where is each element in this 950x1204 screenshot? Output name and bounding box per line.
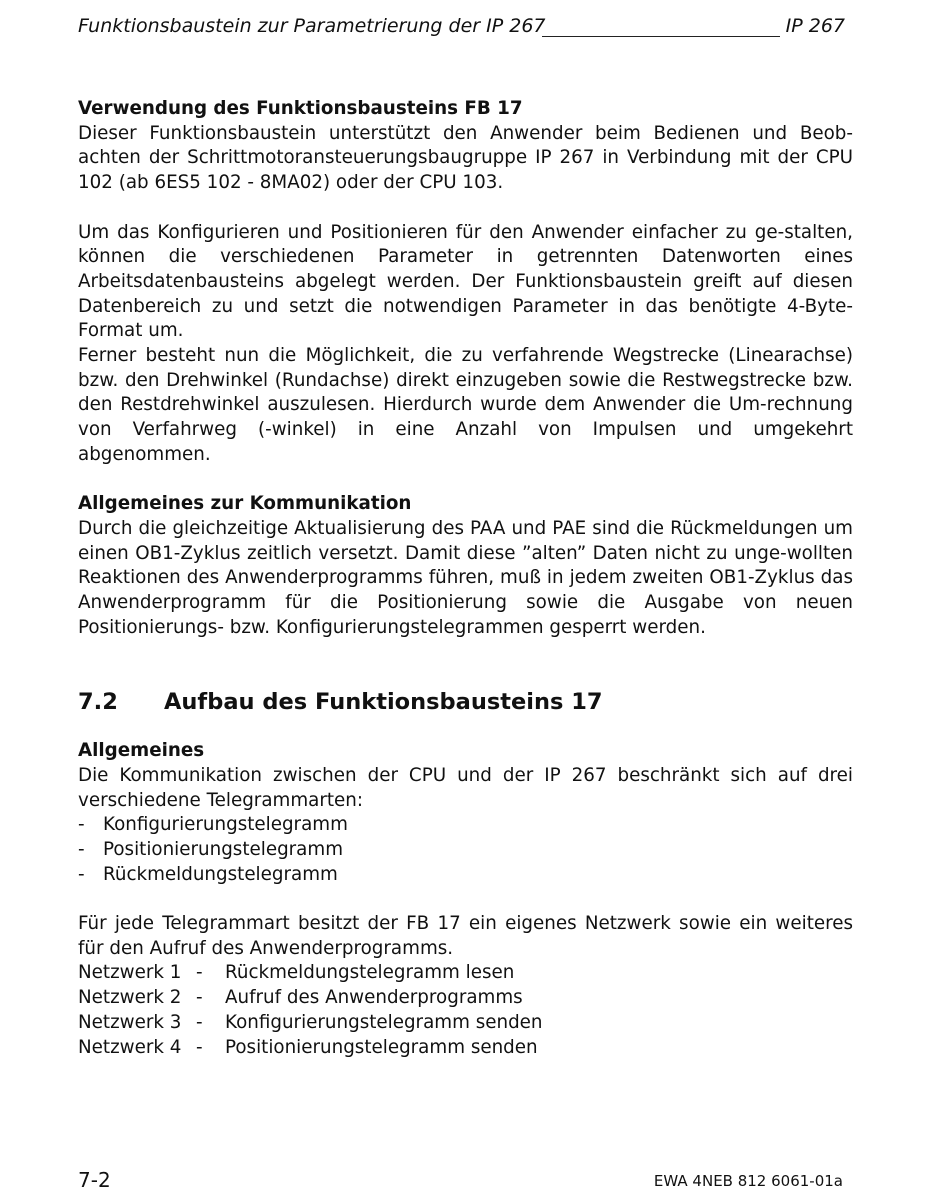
- page-body: [78, 97, 853, 1060]
- network-list: [78, 961, 853, 1060]
- general-heading: Allgemeines: [78, 740, 205, 762]
- section-number: 7.2: [78, 689, 118, 716]
- network-row: Netzwerk 3 - Konfigurierungstelegramm senden: [78, 1011, 543, 1033]
- list-item: - Positionierungstelegramm: [78, 838, 344, 860]
- usage-paragraph-3: Ferner besteht nun die Möglichkeit, die zu verfahrende Wegstrecke (Linearachse) bzw. den Drehwinkel (Rundachse) direkt einzugeben sowie die Restwegstrecke bzw. den Restdrehwinkel auszulesen. Hierdurch wurde dem Anwender die Um-rechnung von Verfahrweg (-winkel) in eine Anzahl von Impulsen und umgekehrt abgenommen.: [78, 345, 853, 465]
- general-paragraph-1: Die Kommunikation zwischen der CPU und der IP 267 beschränkt sich auf drei verschiedene Telegrammarten:: [78, 764, 853, 811]
- header-module: IP 267: [785, 15, 845, 37]
- network-row: Netzwerk 1 - Rückmeldungstelegramm lesen: [78, 962, 515, 984]
- network-row: Netzwerk 2 - Aufruf des Anwenderprogramms: [78, 987, 523, 1009]
- telegram-list: [78, 813, 853, 887]
- header-title: Funktionsbaustein zur Parametrierung der IP 267: [78, 15, 546, 37]
- usage-paragraph-2: Um das Konfigurieren und Positionieren für den Anwender einfacher zu ge-stalten, können die verschiedenen Parameter in getrennten Datenworten eines Arbeitsdatenbausteins abgelegt werden. Der Funktionsbaustein greift auf diesen Datenbereich zu und setzt die notwendigen Parameter in das benötigte 4-Byte-Format um.: [78, 221, 853, 342]
- section-title: Aufbau des Funktionsbausteins 17: [164, 689, 603, 716]
- usage-paragraph-1: Dieser Funktionsbaustein unterstützt den Anwender beim Bedienen und Beob-achten der Schrittmotoransteuerungsbaugruppe IP 267 in Verbindung mit der CPU 102 (ab 6ES5 102 - 8MA02) oder der CPU 103.: [78, 122, 853, 194]
- document-id: EWA 4NEB 812 6061-01a: [653, 1172, 843, 1190]
- network-row: Netzwerk 4 - Positionierungstelegramm senden: [78, 1036, 538, 1058]
- page-number: 7-2: [78, 1168, 111, 1192]
- communication-heading: Allgemeines zur Kommunikation: [78, 493, 412, 515]
- list-item: - Rückmeldungstelegramm: [78, 863, 338, 885]
- usage-heading: Verwendung des Funktionsbausteins FB 17: [78, 98, 523, 119]
- document-page: [78, 0, 853, 1204]
- list-item: - Konfigurierungstelegramm: [78, 814, 348, 836]
- general-paragraph-2: Für jede Telegrammart besitzt der FB 17 ein eigenes Netzwerk sowie ein weiteres für den Aufruf des Anwenderprogramms.: [78, 913, 853, 959]
- header-rule: [542, 36, 780, 37]
- page-footer: [78, 1167, 853, 1193]
- section-heading: [78, 687, 853, 717]
- running-header: [78, 14, 853, 40]
- communication-paragraph: Durch die gleichzeitige Aktualisierung des PAA und PAE sind die Rückmeldungen um einen OB1-Zyklus zeitlich versetzt. Damit diese ”alten” Daten nicht zu unge-wollten Reaktionen des Anwenderprogramms führen, muß in jedem zweiten OB1-Zyklus das Anwenderprogramm für die Positionierung sowie die Ausgabe von neuen Positionierungs- bzw. Konfigurierungstelegrammen gesperrt werden.: [78, 517, 853, 638]
